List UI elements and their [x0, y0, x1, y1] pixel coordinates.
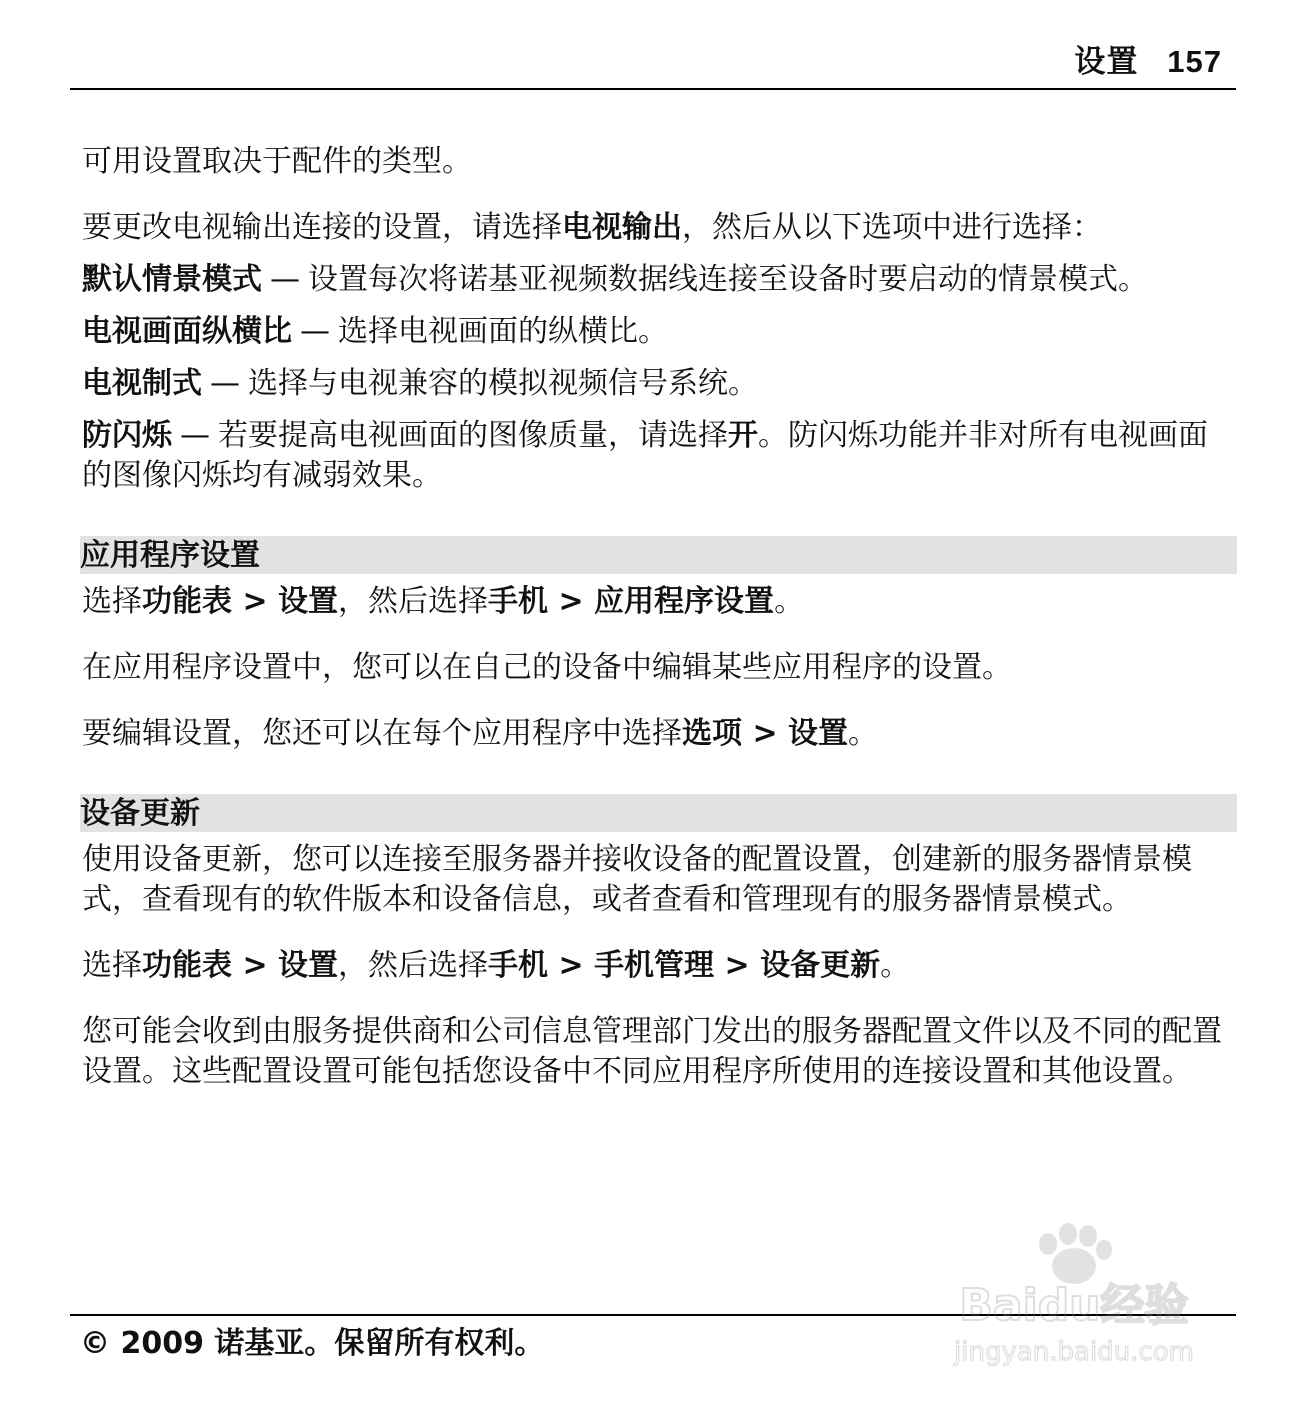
- section-heading-device-update: 设备更新: [80, 794, 1237, 832]
- option-term: 电视画面纵横比: [82, 314, 292, 349]
- page-number: 157: [1167, 44, 1222, 79]
- intro-paragraph: 可用设置取决于配件的类型。: [82, 144, 472, 179]
- page-content: [82, 142, 1227, 1092]
- option-tv-system: 电视制式 — 选择与电视兼容的模拟视频信号系统。: [82, 366, 758, 401]
- watermark-brand: Baidu经验: [959, 1280, 1189, 1331]
- paw-icon: [1039, 1223, 1112, 1284]
- header-title: 设置: [1074, 44, 1139, 79]
- copyright: © 2009 诺基亚。保留所有权利。: [80, 1326, 545, 1361]
- app-settings-path: 选择功能表 > 设置，然后选择手机 > 应用程序设置。: [82, 584, 805, 619]
- option-term: 电视制式: [82, 366, 202, 401]
- option-default-profile: 默认情景模式 — 设置每次将诺基亚视频数据线连接至设备时要启动的情景模式。: [82, 262, 1148, 297]
- tv-out-term: 电视输出: [562, 210, 682, 245]
- option-aspect-ratio: 电视画面纵横比 — 选择电视画面的纵横比。: [82, 314, 668, 349]
- device-update-path: 选择功能表 > 设置，然后选择手机 > 手机管理 > 设备更新。: [82, 948, 911, 983]
- watermark-url: jingyan.baidu.com: [954, 1337, 1194, 1367]
- option-term: 默认情景模式: [82, 262, 262, 297]
- page-header: [70, 40, 1236, 90]
- page-footer: [70, 1314, 1236, 1366]
- option-desc: 选择电视画面的纵横比。: [338, 314, 668, 349]
- app-settings-edit-paragraph: 要编辑设置，您还可以在每个应用程序中选择选项 > 设置。: [82, 716, 879, 751]
- section-heading-app-settings: 应用程序设置: [80, 536, 1237, 574]
- option-flicker-filter: 防闪烁 — 若要提高电视画面的图像质量，请选择开。防闪烁功能并非对所有电视画面的图像闪烁均有减弱效果。: [82, 418, 1208, 493]
- on-term: 开: [728, 418, 758, 453]
- option-term: 防闪烁: [82, 418, 172, 453]
- app-settings-paragraph: 在应用程序设置中，您可以在自己的设备中编辑某些应用程序的设置。: [82, 650, 1012, 685]
- config-files-paragraph: 您可能会收到由服务提供商和公司信息管理部门发出的服务器配置文件以及不同的配置设置。这些配置设置可能包括您设备中不同应用程序所使用的连接设置和其他设置。: [82, 1014, 1222, 1089]
- option-desc: 选择与电视兼容的模拟视频信号系统。: [248, 366, 758, 401]
- option-desc: 设置每次将诺基亚视频数据线连接至设备时要启动的情景模式。: [308, 262, 1148, 297]
- device-update-paragraph: 使用设备更新，您可以连接至服务器并接收设备的配置设置，创建新的服务器情景模式，查看现有的软件版本和设备信息，或者查看和管理现有的服务器情景模式。: [82, 842, 1192, 917]
- tv-out-paragraph: 要更改电视输出连接的设置，请选择电视输出，然后从以下选项中进行选择：: [82, 210, 1102, 245]
